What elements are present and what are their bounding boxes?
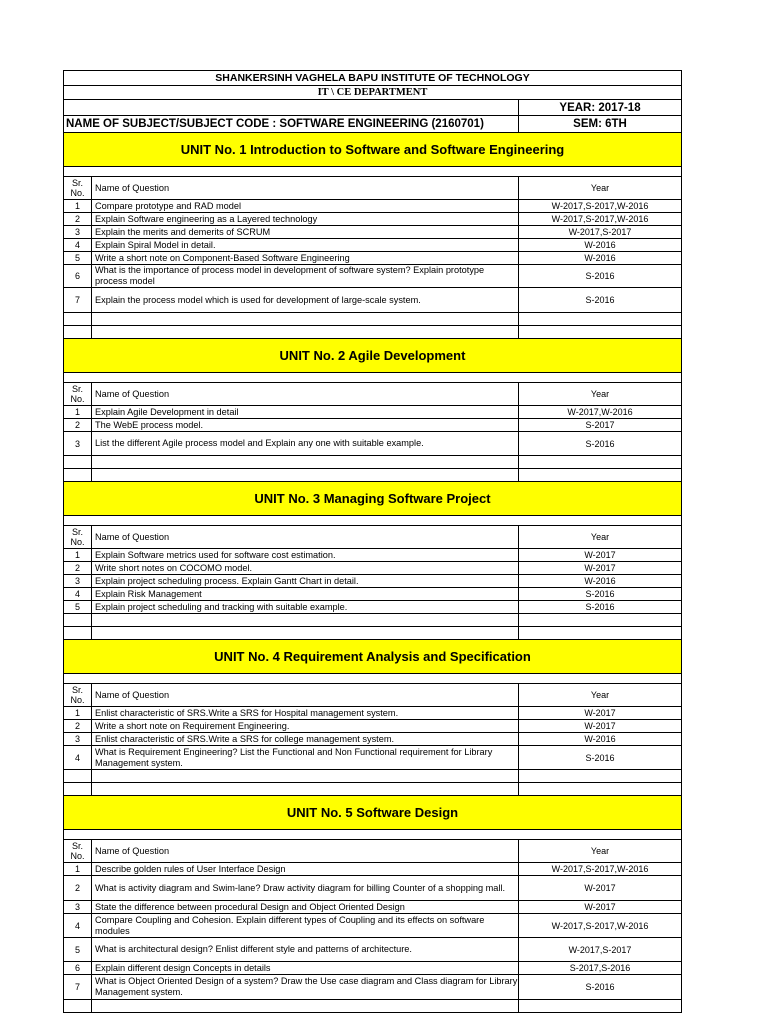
semester: SEM: 6TH (573, 118, 627, 130)
question-text: Explain Spiral Model in detail. (92, 239, 519, 251)
question-row (64, 601, 681, 614)
blank-cell (92, 326, 519, 338)
spacer-row (64, 373, 681, 383)
question-number: 1 (64, 707, 92, 719)
question-number: 4 (64, 239, 92, 251)
question-row (64, 914, 681, 938)
question-year: S-2016 (585, 295, 615, 305)
subject-name: NAME OF SUBJECT/SUBJECT CODE : SOFTWARE ENGINEERING (2160701) (64, 116, 519, 132)
question-year: S-2017,S-2016 (569, 963, 631, 973)
spacer-row (64, 516, 681, 526)
blank-cell (92, 469, 519, 481)
question-row (64, 975, 681, 1000)
question-row (64, 863, 681, 876)
question-number: 5 (64, 252, 92, 264)
col-question: Name of Question (92, 526, 519, 548)
question-text: Explain project scheduling process. Explain Gantt Chart in detail. (92, 575, 519, 587)
question-year: S-2016 (585, 589, 615, 599)
col-sr-no: Sr. No. (64, 383, 92, 405)
blank-cell (64, 469, 92, 481)
academic-year: YEAR: 2017-18 (559, 101, 641, 114)
blank-cell (64, 456, 92, 468)
blank-cell (92, 627, 519, 639)
question-text: Explain different design Concepts in details (92, 962, 519, 974)
column-header-row (64, 526, 681, 549)
question-number: 6 (64, 962, 92, 974)
col-year: Year (590, 532, 610, 542)
question-row (64, 226, 681, 239)
blank-row (64, 614, 681, 627)
blank-row (64, 326, 681, 339)
question-year: S-2016 (585, 752, 615, 763)
blank-row (64, 783, 681, 796)
blank-cell (519, 627, 681, 639)
blank-cell (519, 313, 681, 325)
question-row (64, 588, 681, 601)
question-text: What is activity diagram and Swim-lane? Draw activity diagram for billing Counter of a shopping mall. (92, 876, 519, 900)
question-text: What is Object Oriented Design of a system? Draw the Use case diagram and Class diagram for Library Management system. (92, 975, 519, 999)
blank-cell (64, 627, 92, 639)
question-text: Explain the merits and demerits of SCRUM (92, 226, 519, 238)
blank-cell (519, 770, 681, 782)
question-text: What is Requirement Engineering? List the Functional and Non Functional requirement for Library Management system. (92, 746, 519, 769)
column-header-row (64, 177, 681, 200)
col-sr-no: Sr. No. (64, 526, 92, 548)
question-year: W-2017 (584, 883, 616, 893)
col-year: Year (590, 183, 610, 193)
question-text: Explain Risk Management (92, 588, 519, 600)
question-number: 3 (64, 733, 92, 745)
blank-row (64, 469, 681, 482)
question-year: W-2017 (584, 550, 616, 560)
spacer-row (64, 830, 681, 840)
question-year: W-2017,S-2017,W-2016 (551, 920, 649, 931)
question-number: 2 (64, 876, 92, 900)
question-text: Compare Coupling and Cohesion. Explain different types of Coupling and its effects on software modules (92, 914, 519, 937)
col-question: Name of Question (92, 840, 519, 862)
blank-cell (519, 469, 681, 481)
question-row (64, 938, 681, 962)
col-question: Name of Question (92, 177, 519, 199)
department-row (64, 86, 681, 100)
question-row (64, 432, 681, 456)
question-number: 3 (64, 226, 92, 238)
col-question: Name of Question (92, 684, 519, 706)
subject-row (64, 116, 681, 133)
blank-cell (92, 614, 519, 626)
question-text: Write a short note on Component-Based Software Engineering (92, 252, 519, 264)
question-text: Enlist characteristic of SRS.Write a SRS for Hospital management system. (92, 707, 519, 719)
question-number: 7 (64, 975, 92, 999)
blank-row (64, 1000, 681, 1013)
question-year: S-2017 (585, 420, 615, 430)
question-number: 1 (64, 200, 92, 212)
question-row (64, 876, 681, 901)
question-row (64, 213, 681, 226)
unit-heading-row (64, 640, 681, 674)
unit-title: UNIT No. 2 Agile Development (64, 339, 681, 372)
col-sr-no: Sr. No. (64, 840, 92, 862)
question-number: 3 (64, 432, 92, 455)
blank-row (64, 313, 681, 326)
question-year: W-2017,S-2017 (568, 227, 632, 237)
question-number: 1 (64, 549, 92, 561)
blank-cell (519, 1000, 681, 1012)
col-sr-no: Sr. No. (64, 177, 92, 199)
blank-cell (64, 326, 92, 338)
truncated-cell (64, 100, 519, 115)
blank-cell (92, 783, 519, 795)
unit-title: UNIT No. 1 Introduction to Software and Software Engineering (64, 133, 681, 166)
question-year: S-2016 (585, 438, 615, 449)
question-year: W-2016 (584, 576, 616, 586)
question-year: S-2016 (585, 271, 615, 281)
question-number: 2 (64, 213, 92, 225)
question-text: Explain project scheduling and tracking with suitable example. (92, 601, 519, 613)
question-text: Explain Agile Development in detail (92, 406, 519, 418)
question-row (64, 901, 681, 914)
question-text: What is architectural design? Enlist different style and patterns of architecture. (92, 938, 519, 961)
question-year: W-2016 (584, 240, 616, 250)
question-year: W-2016 (584, 734, 616, 744)
question-year: W-2017,S-2017 (568, 944, 632, 955)
blank-cell (519, 456, 681, 468)
question-text: The WebE process model. (92, 419, 519, 431)
question-row (64, 562, 681, 575)
question-number: 6 (64, 265, 92, 287)
question-number: 4 (64, 914, 92, 937)
column-header-row (64, 840, 681, 863)
blank-cell (519, 326, 681, 338)
question-text: List the different Agile process model and Explain any one with suitable example. (92, 432, 519, 455)
question-number: 5 (64, 601, 92, 613)
question-year: W-2017 (584, 708, 616, 718)
question-number: 2 (64, 419, 92, 431)
question-number: 1 (64, 406, 92, 418)
blank-row (64, 627, 681, 640)
question-text: What is the importance of process model in development of software system? Explain prototype process model (92, 265, 519, 287)
unit-heading-row (64, 482, 681, 516)
question-row (64, 575, 681, 588)
question-year: W-2017,S-2017,W-2016 (551, 201, 649, 211)
question-year: W-2017 (584, 563, 616, 573)
question-row (64, 252, 681, 265)
col-sr-no: Sr. No. (64, 684, 92, 706)
unit-heading-row (64, 796, 681, 830)
units-container (64, 133, 681, 1013)
question-row (64, 419, 681, 432)
question-row (64, 733, 681, 746)
blank-row (64, 456, 681, 469)
question-text: Explain Software engineering as a Layered technology (92, 213, 519, 225)
blank-cell (92, 313, 519, 325)
question-year: W-2017,W-2016 (567, 407, 633, 417)
question-row (64, 962, 681, 975)
blank-cell (64, 1000, 92, 1012)
department-name: IT \ CE DEPARTMENT (317, 87, 428, 98)
question-text: Explain the process model which is used for development of large-scale system. (92, 288, 519, 312)
question-number: 2 (64, 720, 92, 732)
question-number: 5 (64, 938, 92, 961)
spacer-row (64, 674, 681, 684)
year-row (64, 100, 681, 116)
blank-cell (64, 783, 92, 795)
question-text: Enlist characteristic of SRS.Write a SRS for college management system. (92, 733, 519, 745)
question-year: W-2016 (584, 253, 616, 263)
blank-cell (64, 614, 92, 626)
blank-cell (92, 770, 519, 782)
col-year: Year (590, 846, 610, 856)
question-row (64, 746, 681, 770)
question-year: W-2017,S-2017,W-2016 (551, 214, 649, 224)
question-number: 2 (64, 562, 92, 574)
question-row (64, 406, 681, 419)
blank-cell (64, 313, 92, 325)
question-year: W-2017,S-2017,W-2016 (551, 864, 649, 874)
question-row (64, 549, 681, 562)
unit-title: UNIT No. 3 Managing Software Project (64, 482, 681, 515)
question-text: Write a short note on Requirement Engineering. (92, 720, 519, 732)
unit-heading-row (64, 339, 681, 373)
question-text: State the difference between procedural Design and Object Oriented Design (92, 901, 519, 913)
question-text: Describe golden rules of User Interface Design (92, 863, 519, 875)
institute-row (64, 71, 681, 86)
col-year: Year (590, 690, 610, 700)
unit-heading-row (64, 133, 681, 167)
column-header-row (64, 684, 681, 707)
question-number: 3 (64, 575, 92, 587)
question-number: 3 (64, 901, 92, 913)
question-year: W-2017 (584, 902, 616, 912)
question-row (64, 265, 681, 288)
question-row (64, 720, 681, 733)
blank-cell (519, 783, 681, 795)
blank-cell (92, 1000, 519, 1012)
column-header-row (64, 383, 681, 406)
question-row (64, 200, 681, 213)
spacer-row (64, 167, 681, 177)
question-text: Compare prototype and RAD model (92, 200, 519, 212)
col-year: Year (590, 389, 610, 399)
col-question: Name of Question (92, 383, 519, 405)
question-text: Explain Software metrics used for software cost estimation. (92, 549, 519, 561)
question-number: 4 (64, 588, 92, 600)
question-row (64, 288, 681, 313)
question-row (64, 707, 681, 720)
question-bank-sheet (63, 70, 682, 1013)
blank-cell (92, 456, 519, 468)
question-number: 4 (64, 746, 92, 769)
question-row (64, 239, 681, 252)
blank-cell (64, 770, 92, 782)
question-text: Write short notes on COCOMO model. (92, 562, 519, 574)
question-year: S-2016 (585, 602, 615, 612)
question-year: W-2017 (584, 721, 616, 731)
question-number: 7 (64, 288, 92, 312)
unit-title: UNIT No. 4 Requirement Analysis and Specification (64, 640, 681, 673)
question-year: S-2016 (585, 982, 615, 992)
blank-row (64, 770, 681, 783)
institute-name: SHANKERSINH VAGHELA BAPU INSTITUTE OF TECHNOLOGY (215, 72, 530, 84)
question-number: 1 (64, 863, 92, 875)
unit-title: UNIT No. 5 Software Design (64, 796, 681, 829)
blank-cell (519, 614, 681, 626)
